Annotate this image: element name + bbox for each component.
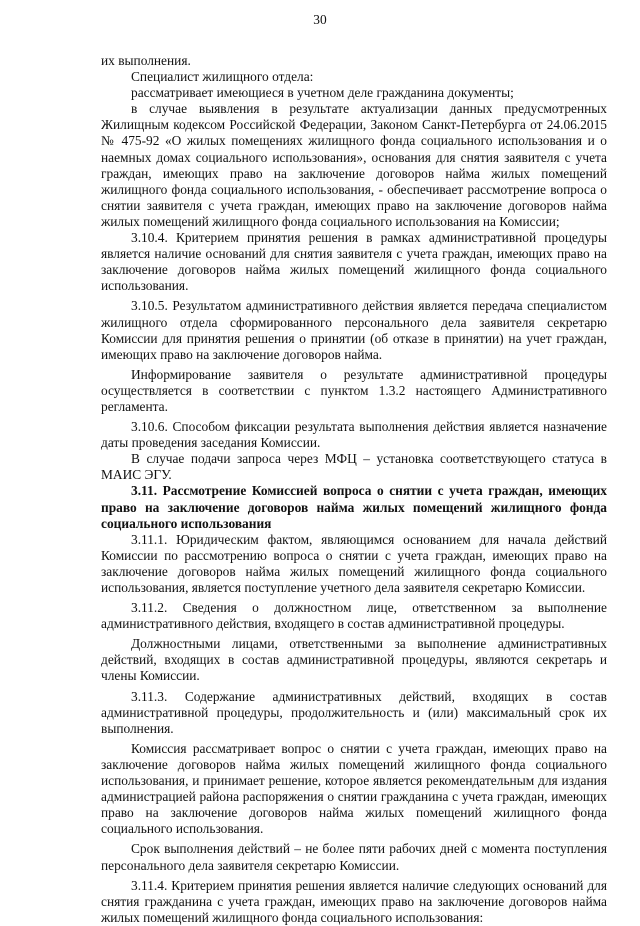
paragraph: В случае подачи запроса через МФЦ – установка соответствующего статуса в МАИС ЭГУ. <box>101 451 607 483</box>
page-number: 30 <box>313 12 327 27</box>
paragraph: Комиссия рассматривает вопрос о снятии с учета граждан, имеющих право на заключение договоров найма жилых помещений жилищного фонда социального использования, и принимает решение, которое является рекомендательным для издания администрацией района распоряжения о снятии гражданина с учета граждан, имеющих право на заключение договоров найма жилых помещений жилищного фонда социального использования. <box>101 740 607 837</box>
paragraph: 3.11.4. Критерием принятия решения является наличие следующих оснований для снятия гражданина с учета граждан, имеющих право на заключение договоров найма жилых помещений жилищного фонда социального использования: <box>101 877 607 925</box>
paragraph: 3.11.3. Содержание административных действий, входящих в состав административной процедуры, продолжительность и (или) максимальный срок их выполнения. <box>101 688 607 736</box>
paragraph: в случае выявления в результате актуализации данных предусмотренных Жилищным кодексом Российской Федерации, Законом Санкт-Петербурга от 24.06.2015 № 475-92 «О жилых помещениях жилищного фонда социального использования и о наемных домах социального использования», основания для снятия заявителя с учета граждан, имеющих право на заключение договоров найма жилых помещений жилищного фонда социального использования, - обеспечивает рассмотрение вопроса о снятии заявителя с учета граждан, имеющих право на заключение договоров найма жилых помещений жилищного фонда социального использования на Комиссии; <box>101 101 607 229</box>
paragraph: Специалист жилищного отдела: <box>131 69 314 85</box>
paragraph: 3.10.6. Способом фиксации результата выполнения действия является назначение даты проведения заседания Комиссии. <box>101 419 607 451</box>
paragraph: Должностными лицами, ответственными за выполнение административных действий, входящих в состав административной процедуры, являются секретарь и члены Комиссии. <box>101 636 607 684</box>
paragraph: 3.10.4. Критерием принятия решения в рамках административной процедуры является наличие оснований для снятия заявителя с учета граждан, имеющих право на заключение договоров найма жилых помещений жилищного фонда социального использования. <box>101 230 607 294</box>
paragraph: Срок выполнения действий – не более пяти рабочих дней с момента поступления персонального дела заявителя секретарю Комиссии. <box>101 841 607 873</box>
section-heading: 3.11. Рассмотрение Комиссией вопроса о снятии с учета граждан, имеющих право на заключение договоров найма жилых помещений жилищного фонда социального использования <box>101 483 607 531</box>
paragraph: 3.10.5. Результатом административного действия является передача специалистом жилищного отдела сформированного персонального дела заявителя секретарю Комиссии для принятия решения о принятии (об отказе в принятии) на учет граждан, имеющих право на заключение договоров найма. <box>101 298 607 362</box>
paragraph: их выполнения. <box>101 53 191 68</box>
document-body <box>101 53 607 926</box>
paragraph: Информирование заявителя о результате административной процедуры осуществляется в соответствии с пунктом 1.3.2 настоящего Административного регламента. <box>101 366 607 414</box>
paragraph: 3.11.1. Юридическим фактом, являющимся основанием для начала действий Комиссии по рассмотрению вопроса о снятии с учета граждан, имеющих право на заключение договоров найма жилых помещений жилищного фонда социального использования, является поступление учетного дела заявителя секретарю Комиссии. <box>101 531 607 595</box>
paragraph: 3.11.2. Сведения о должностном лице, ответственном за выполнение административного действия, входящего в состав административной процедуры. <box>101 600 607 632</box>
paragraph: рассматривает имеющиеся в учетном деле гражданина документы; <box>131 85 514 101</box>
